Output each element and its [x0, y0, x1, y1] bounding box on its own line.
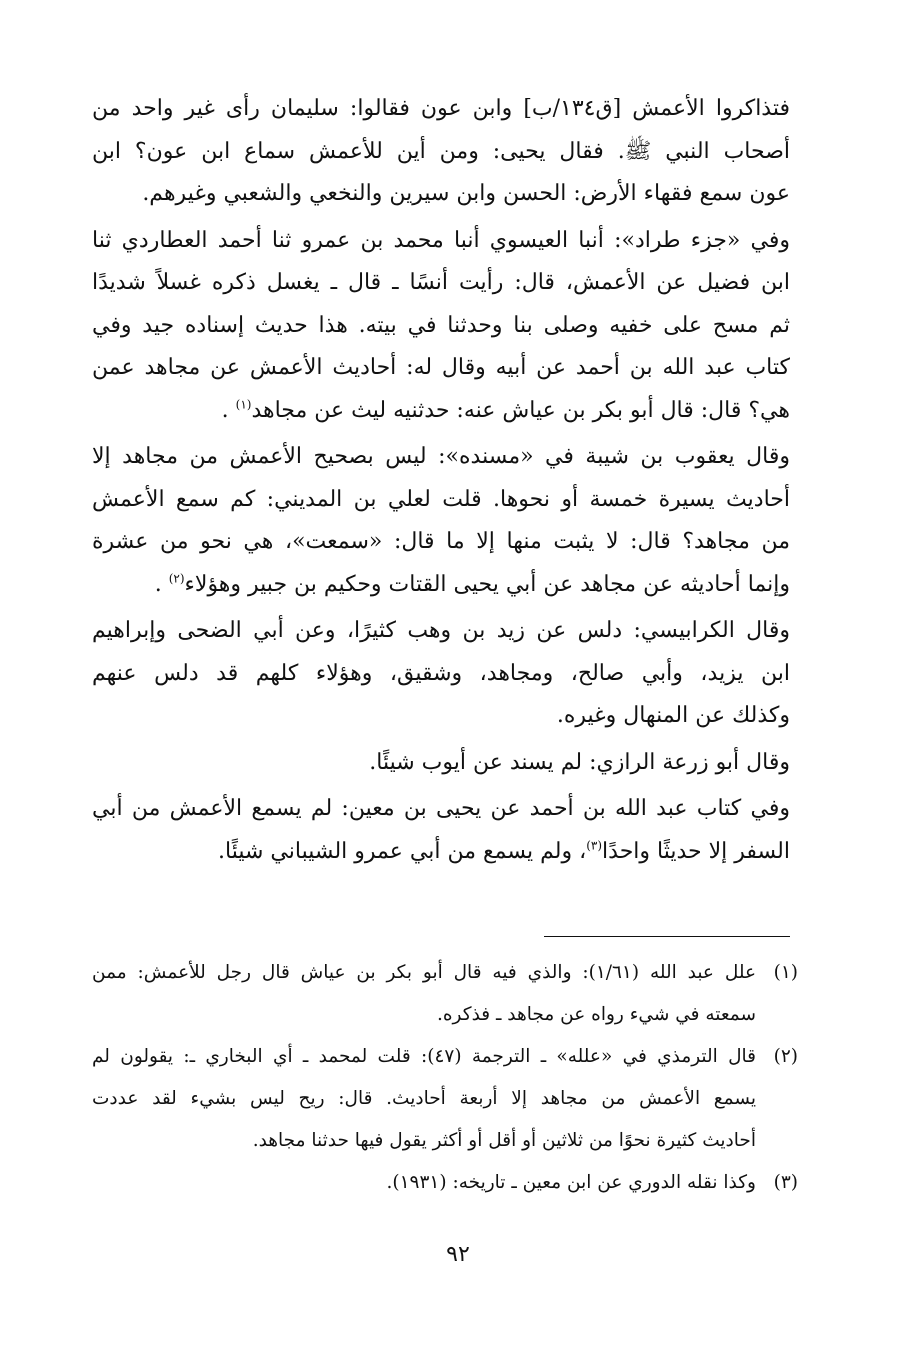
text-line: وقال الكرابيسي: دلس عن زيد بن وهب كثيرًا، وعن أبي الضحى وإبراهيم — [92, 618, 790, 643]
footnote-line: علل عبد الله (١/٦١): والذي فيه قال أبو بكر بن عياش قال رجل للأعمش: ممن — [92, 962, 757, 983]
paragraph — [92, 220, 790, 433]
text-line — [92, 831, 790, 874]
footnote-ref[interactable]: (٢) — [168, 571, 185, 586]
text-line: ابن يزيد، وأبي صالح، ومجاهد، وشقيق، وهؤلاء كلهم قد دلس عنهم — [92, 660, 790, 686]
footnote-line: وكذا نقله الدوري عن ابن معين ـ تاريخه: (١٩٣١). — [386, 1172, 756, 1193]
paragraph — [92, 436, 790, 606]
page-number: ٩٢ — [446, 1242, 470, 1267]
footnote-line: أحاديث كثيرة نحوًا من ثلاثين أو أقل أو أكثر يقول فيها حدثنا مجاهد. — [252, 1130, 756, 1151]
text-line: كتاب عبد الله بن أحمد عن أبيه وقال له: أحاديث الأعمش عن مجاهد عمن — [92, 355, 790, 380]
text-line: وفي كتاب عبد الله بن أحمد عن يحيى بن معين: لم يسمع الأعمش من أبي — [92, 796, 790, 821]
footnote-number: (١) — [773, 962, 798, 983]
text-line: ابن فضيل عن الأعمش، قال: رأيت أنسًا ـ قال ـ يغسل ذكره غسلاً شديدًا — [92, 270, 790, 295]
line-text: وإنما أحاديثه عن مجاهد عن أبي يحيى القتات وحكيم بن جبير وهؤلاء — [184, 571, 790, 597]
footnote-ref[interactable]: (٣) — [586, 838, 603, 853]
text-line — [92, 390, 790, 433]
line-tail: . — [154, 571, 162, 597]
line-tail: . — [221, 397, 229, 423]
text-line: من مجاهد؟ قال: لا يثبت منها إلا ما قال: «سمعت»، هي نحو من عشرة — [92, 529, 790, 554]
text-line: أصحاب النبي ﷺ. فقال يحيى: ومن أين للأعمش سماع ابن عون؟ ابن — [92, 138, 790, 164]
line-text: هي؟ قال: قال أبو بكر بن عياش عنه: حدثنيه ليث عن مجاهد — [251, 397, 790, 423]
text-line: أحاديث يسيرة خمسة أو نحوها. قلت لعلي بن المديني: كم سمع الأعمش — [92, 486, 790, 512]
footnote — [92, 1162, 798, 1204]
footnote-number: (٢) — [773, 1046, 798, 1067]
text-line: ثم مسح على خفيه وصلى بنا وحدثنا في بيته. هذا حديث إسناده جيد وفي — [92, 312, 790, 338]
footnote-line: قال الترمذي في «علله» ـ الترجمة (٤٧): قلت لمحمد ـ أي البخاري ـ: يقولون لم — [92, 1046, 757, 1067]
footnote-line: يسمع الأعمش من مجاهد إلا أربعة أحاديث. قال: ريح ليس بشيء لقد عددت — [92, 1088, 756, 1109]
paragraph — [92, 88, 790, 216]
footnote — [92, 952, 798, 1036]
text-line: عون سمع فقهاء الأرض: الحسن وابن سيرين والنخعي والشعبي وغيرهم. — [142, 181, 790, 206]
footnote-separator — [544, 936, 790, 937]
footnote-line: سمعته في شيء رواه عن مجاهد ـ فذكره. — [436, 1004, 756, 1025]
paragraph — [92, 742, 790, 785]
footnote-number: (٣) — [773, 1172, 798, 1193]
footnotes — [92, 952, 798, 1204]
text-line: وكذلك عن المنهال وغيره. — [556, 703, 790, 728]
line-text: السفر إلا حديثًا واحدًا — [602, 838, 790, 864]
text-line — [92, 564, 790, 607]
text-line: وقال يعقوب بن شيبة في «مسنده»: ليس بصحيح الأعمش من مجاهد إلا — [92, 444, 790, 469]
footnote — [92, 1036, 798, 1162]
footnote-ref[interactable]: (١) — [235, 397, 252, 412]
paragraph — [92, 788, 790, 873]
text-line: وفي «جزء طراد»: أنبا العيسوي أنبا محمد بن عمرو ثنا أحمد العطاردي ثنا — [92, 227, 790, 253]
text-line: فتذاكروا الأعمش [ق١٣٤/ب] وابن عون فقالوا: سليمان رأى غير واحد من — [92, 96, 791, 121]
text-line: وقال أبو زرعة الرازي: لم يسند عن أيوب شيئًا. — [369, 749, 790, 775]
line-tail: ، ولم يسمع من أبي عمرو الشيباني شيئًا. — [218, 838, 587, 864]
main-text — [92, 88, 790, 877]
paragraph — [92, 610, 790, 738]
